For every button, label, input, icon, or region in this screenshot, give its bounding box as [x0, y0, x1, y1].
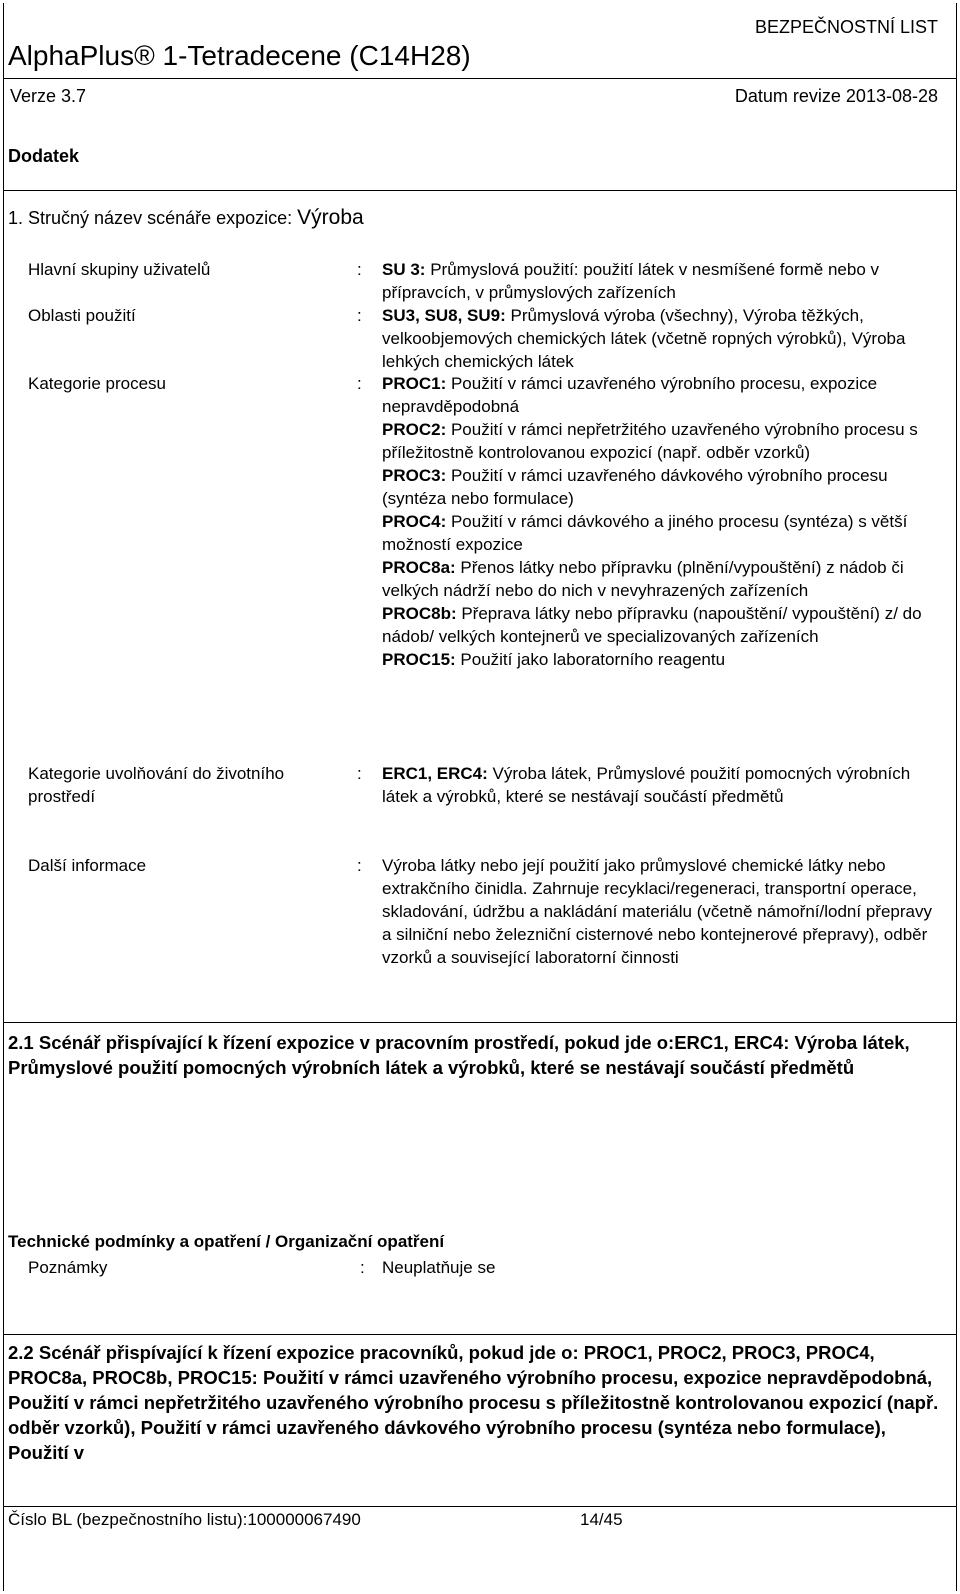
text: Použití v rámci uzavřeného dávkového výrobního procesu (syntéza nebo formulace) [382, 466, 888, 508]
section-2-1-subheading: Technické podmínky a opatření / Organizační opatření [8, 1232, 445, 1251]
annex-title: Dodatek [8, 146, 80, 166]
scenario-heading-prefix: 1. Stručný název scénáře expozice: [8, 208, 293, 228]
doc-type: BEZPEČNOSTNÍ LIST [754, 17, 938, 37]
code: PROC4: [382, 512, 447, 531]
code: ERC1, ERC4: [382, 764, 488, 783]
code: PROC15: [382, 650, 456, 669]
row-colon: : [357, 260, 362, 279]
text: Použití v rámci dávkového a jiného procesu (syntéza) s větší možností expozice [382, 512, 908, 554]
code: PROC8b: [382, 604, 457, 623]
row-value [382, 372, 927, 671]
row-colon: : [357, 374, 362, 393]
code: SU3, SU8, SU9: [382, 306, 506, 325]
row-colon: : [357, 764, 362, 783]
code: PROC3: [382, 466, 447, 485]
text: Přeprava látky nebo přípravku (napouštění/ vypouštění) z/ do nádob/ velkých kontejnerů ve specializovaných zařízeních [382, 604, 922, 646]
text: Přenos látky nebo přípravku (plnění/vypouštění) z nádob či velkých nádrží nebo do nich v nevyhrazených zařízeních [382, 558, 904, 600]
text: Průmyslová použití: použití látek v nesmíšené formě nebo v přípravcích, v průmyslových zařízeních [382, 260, 880, 302]
note-label: Poznámky [28, 1258, 108, 1277]
row-colon: : [357, 306, 362, 325]
row-colon: : [357, 856, 362, 875]
divider [3, 1334, 957, 1335]
note-value: Neuplatňuje se [382, 1258, 496, 1277]
header-divider [3, 78, 957, 79]
version: Verze 3.7 [10, 86, 87, 106]
text: Použití v rámci nepřetržitého uzavřeného výrobního procesu s příležitostně kontrolovanou expozicí (např. odběr vzorků) [382, 420, 918, 462]
row-label: Hlavní skupiny uživatelů [28, 260, 211, 279]
text: Průmyslová výroba (všechny), Výroba těžkých, velkoobjemových chemických látek (včetně ropných výrobků), Výroba lehkých chemických látek [382, 306, 906, 371]
text: Použití jako laboratorního reagentu [455, 650, 726, 669]
sds-number: Číslo BL (bezpečnostního listu):100000067490 [8, 1510, 361, 1529]
scenario-heading [8, 206, 364, 230]
row-value [382, 304, 927, 373]
revision-date: Datum revize 2013-08-28 [734, 86, 938, 106]
text: Výroba látek, Průmyslové použití pomocných výrobních látek a výrobků, které se nestávají součástí předmětů [382, 764, 911, 806]
row-label: Další informace [28, 856, 147, 875]
row-label: Kategorie procesu [28, 374, 166, 393]
code: SU 3: [382, 260, 426, 279]
divider [3, 1022, 957, 1023]
footer-divider [3, 1506, 957, 1507]
product-name: AlphaPlus® 1-Tetradecene (C14H28) [8, 40, 471, 71]
text: Použití v rámci uzavřeného výrobního procesu, expozice nepravděpodobná [382, 374, 878, 416]
text: Výroba látky nebo její použití jako průmyslové chemické látky nebo extrakčního činidla. Zahrnuje recyklaci/regeneraci, transportní operace, skladování, údržbu a nakládání materiálu (včetně námořní/lodní přepravy a silniční nebo železniční cisternové nebo kontejnerové přepravy), odběr vzorků a související laboratorní činnosti [382, 856, 932, 967]
section-2-2-title: 2.2 Scénář přispívající k řízení expozice pracovníků, pokud jde o: PROC1, PROC2, PROC3, PROC4, PROC8a, PROC8b, PROC15: Použití v rámci uzavřeného výrobního procesu, expozice nepravděpodobná, Použití v rámci nepřetržitého uzavřeného výrobního procesu s příležitostně kontrolovanou expozicí (např. odběr vzorků), Použití v rámci uzavřeného dávkového výrobního procesu (syntéza nebo formulace), Použití v [8, 1342, 939, 1463]
scenario-heading-name: Výroba [297, 206, 364, 229]
row-label: Kategorie uvolňování do životního prostředí [28, 764, 285, 806]
code: PROC2: [382, 420, 447, 439]
row-value [382, 258, 927, 304]
row-value [382, 762, 922, 808]
section-2-1-title: 2.1 Scénář přispívající k řízení expozice v pracovním prostředí, pokud jde o:ERC1, ERC4: Výroba látek, Průmyslové použití pomocných výrobních látek a výrobků, které se nestávají součástí předmětů [8, 1032, 910, 1078]
page-number: 14/45 [580, 1510, 623, 1529]
row-value [382, 854, 942, 969]
code: PROC8a: [382, 558, 456, 577]
row-label: Oblasti použití [28, 306, 136, 325]
note-colon: : [360, 1258, 365, 1277]
divider [3, 190, 957, 191]
code: PROC1: [382, 374, 447, 393]
